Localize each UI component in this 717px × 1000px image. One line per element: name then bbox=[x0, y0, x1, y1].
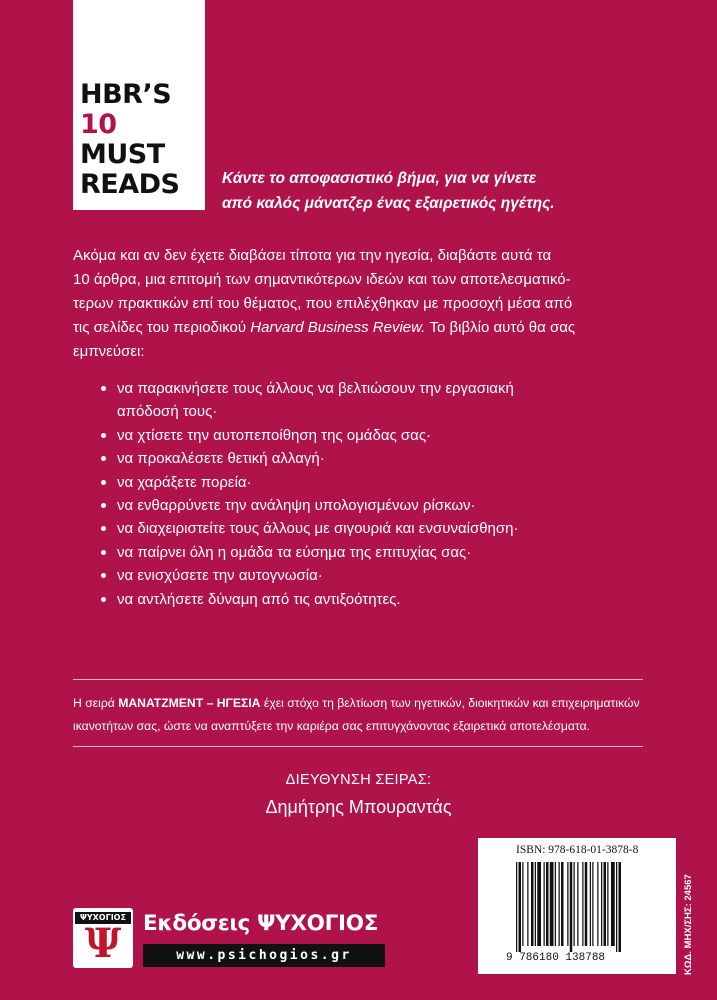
benefits-list bbox=[99, 377, 659, 611]
badge-line-1: HBR’S bbox=[80, 79, 172, 110]
series-name: ΜΑΝΑΤΖΜΕΝΤ – ΗΓΕΣΙΑ bbox=[118, 696, 261, 710]
list-item-text: να προκαλέσετε θετική αλλαγή· bbox=[117, 450, 325, 468]
series-description-line-1 bbox=[73, 692, 653, 715]
intro-line-5: εμπνεύσει: bbox=[73, 343, 145, 360]
list-item bbox=[99, 471, 659, 494]
intro-paragraph bbox=[73, 244, 645, 364]
tagline bbox=[222, 166, 662, 216]
tagline-line-1: Κάντε το αποφασιστικό βήμα, για να γίνετε bbox=[222, 170, 537, 187]
list-item-text: να χτίσετε την αυτοπεποίθηση της ομάδας σας· bbox=[117, 426, 432, 444]
intro-line-2: 10 άρθρα, μια επιτομή των σημαντικότερων ιδεών και των αποτελεσματικό- bbox=[73, 271, 571, 288]
list-item bbox=[99, 588, 659, 611]
psi-logo-icon: Ψ bbox=[84, 920, 122, 967]
list-item-text: να παρακινήσετε τους άλλους να βελτιώσουν την εργασιακή bbox=[117, 380, 514, 397]
isbn-text: ISBN: 978-618-01-3878-8 bbox=[516, 844, 639, 856]
list-item bbox=[99, 377, 659, 424]
series-description-post: έχει στόχο τη βελτίωση των ηγετικών, διοικητικών και επιχειρηματικών bbox=[260, 696, 640, 710]
list-item-text: να χαράξετε πορεία· bbox=[117, 473, 252, 491]
barcode-icon bbox=[514, 862, 664, 952]
list-item-text: να ενθαρρύνετε την ανάληψη υπολογισμένων ρίσκων· bbox=[117, 497, 476, 515]
tagline-line-2: από καλός μάνατζερ ένας εξαιρετικός ηγέτης. bbox=[222, 195, 555, 212]
badge-line-3: MUST bbox=[80, 139, 165, 170]
intro-line-3: τερων πρακτικών επί του θέματος, που επιλέχθηκαν με προσοχή μέσα από bbox=[73, 295, 573, 312]
barcode-digits: 9 786180 138788 bbox=[506, 952, 606, 964]
list-item bbox=[99, 564, 659, 587]
series-badge bbox=[80, 80, 205, 200]
series-description-line-2: ικανοτήτων σας, ώστε να αναπτύξετε την καριέρα σας επιτυγχάνοντας εξαιρετικά αποτελέσματα. bbox=[73, 719, 591, 733]
list-item bbox=[99, 541, 659, 564]
series-director-name: Δημήτρης Μπουραντάς bbox=[265, 797, 452, 817]
list-item-text: να αντλήσετε δύναμη από τις αντιξοότητες. bbox=[117, 590, 401, 608]
series-description-pre: Η σειρά bbox=[73, 696, 119, 710]
list-item bbox=[99, 494, 659, 517]
intro-line-1: Ακόμα και αν δεν έχετε διαβάσει τίποτα για την ηγεσία, διαβάστε αυτά τα bbox=[73, 247, 552, 264]
list-item-text: να διαχειριστείτε τους άλλους με σιγουριά και ενσυναίσθηση· bbox=[117, 520, 519, 538]
logo-banner: ΨΥΧΟΓΙΟΣ bbox=[75, 912, 131, 924]
intro-line-4-pre: τις σελίδες του περιοδικού bbox=[73, 319, 251, 336]
intro-line-4 bbox=[73, 316, 645, 340]
list-item-text: να ενισχύσετε την αυτογνωσία· bbox=[117, 567, 323, 585]
list-item-continuation: απόδοσή τους· bbox=[117, 403, 218, 421]
publisher-url: www.psichogios.gr bbox=[143, 944, 385, 967]
list-item bbox=[99, 424, 659, 447]
publisher-name: Εκδόσεις ΨΥΧΟΓΙΟΣ bbox=[143, 911, 379, 936]
badge-line-2: 10 bbox=[80, 109, 117, 140]
list-item bbox=[99, 447, 659, 470]
intro-line-4-post: Το βιβλίο αυτό θα σας bbox=[425, 319, 576, 336]
magazine-title: Harvard Business Review. bbox=[250, 319, 426, 336]
list-item bbox=[99, 517, 659, 540]
product-code: ΚΩΔ. ΜΗΧ/ΣΗΣ: 24567 bbox=[683, 874, 694, 975]
divider-bottom bbox=[73, 746, 643, 747]
list-item-text: να παίρνει όλη η ομάδα τα εύσημα της επιτυχίας σας· bbox=[117, 543, 472, 561]
divider-top bbox=[73, 679, 643, 680]
series-description bbox=[73, 692, 653, 738]
publisher-logo bbox=[73, 908, 133, 968]
series-director-label: ΔΙΕΥΘΥΝΣΗ ΣΕΙΡΑΣ: bbox=[285, 772, 432, 788]
badge-line-4: READS bbox=[80, 169, 180, 200]
